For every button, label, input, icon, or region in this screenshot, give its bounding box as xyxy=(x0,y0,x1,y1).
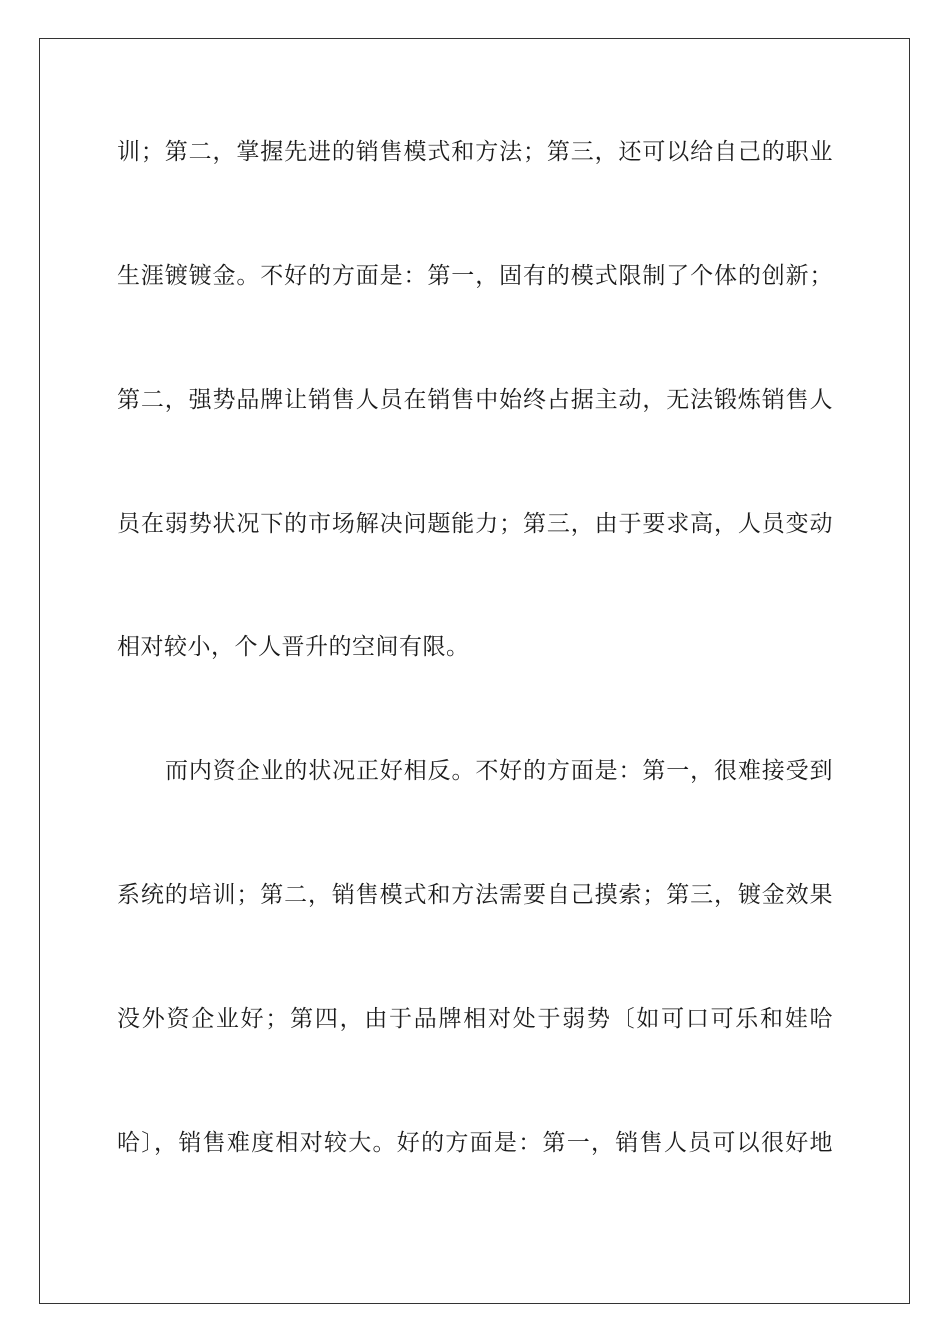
text-line-3: 第二，强势品牌让销售人员在销售中始终占据主动，无法锻炼销售人 xyxy=(117,387,833,413)
text-line-8: 没外资企业好；第四，由于品牌相对处于弱势〔如可口可乐和娃哈 xyxy=(117,1006,833,1032)
text-line-7: 系统的培训；第二，销售模式和方法需要自己摸索；第三，镀金效果 xyxy=(117,882,833,908)
text-line-6: 而内资企业的状况正好相反。不好的方面是：第一，很难接受到 xyxy=(165,758,833,784)
text-line-5: 相对较小，个人晋升的空间有限。 xyxy=(117,634,470,660)
text-line-4: 员在弱势状况下的市场解决问题能力；第三，由于要求高，人员变动 xyxy=(117,511,833,537)
text-line-2: 生涯镀镀金。不好的方面是：第一，固有的模式限制了个体的创新； xyxy=(117,263,833,289)
text-line-9: 哈〕，销售难度相对较大。好的方面是：第一，销售人员可以很好地 xyxy=(117,1130,833,1156)
page-frame xyxy=(39,38,910,1304)
text-line-1: 训；第二，掌握先进的销售模式和方法；第三，还可以给自己的职业 xyxy=(117,139,833,165)
